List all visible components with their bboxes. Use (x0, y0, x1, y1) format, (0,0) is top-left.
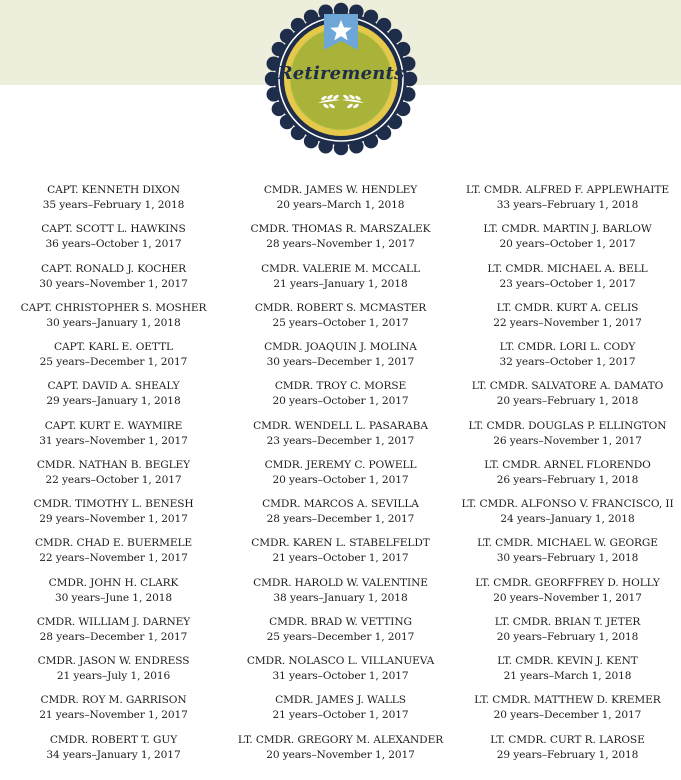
retiree-entry (0, 654, 227, 693)
retiree-entry (454, 222, 681, 261)
retiree-entry (227, 733, 454, 772)
retiree-name: CAPT. CHRISTOPHER S. MOSHER (20, 301, 207, 314)
retiree-name: CMDR. JASON W. ENDRESS (37, 655, 190, 667)
retiree-entry (0, 497, 227, 536)
retirements-badge (262, 0, 420, 158)
retiree-name: LT. CMDR. MICHAEL A. BELL (487, 262, 648, 275)
retiree-name: LT. CMDR. SALVATORE A. DAMATO (471, 380, 664, 393)
column-3 (454, 183, 681, 772)
retiree-entry (0, 340, 227, 379)
retiree-name: CMDR. VALERIE M. MCCALL (261, 262, 420, 275)
retiree-service-detail: 20 years–February 1, 2018 (496, 395, 639, 408)
retiree-name: CMDR. THOMAS R. MARSZALEK (250, 223, 431, 236)
retiree-service-detail: 21 years–October 1, 2017 (272, 552, 409, 565)
retiree-service-detail: 34 years–January 1, 2017 (46, 748, 181, 761)
retiree-name: CMDR. WENDELL L. PASARABA (253, 419, 428, 432)
retiree-entry (0, 458, 227, 497)
column-2 (227, 183, 454, 772)
retiree-service-detail: 25 years–December 1, 2017 (266, 630, 415, 643)
retiree-service-detail: 33 years–February 1, 2018 (496, 199, 639, 211)
retiree-name: CMDR. ROBERT S. MCMASTER (254, 301, 427, 314)
retiree-name: CMDR. KAREN L. STABELFELDT (251, 537, 430, 550)
retiree-entry (0, 183, 227, 222)
retiree-name: CAPT. KARL E. OETTL (54, 341, 173, 353)
retiree-entry (227, 379, 454, 418)
retiree-name: LT. CMDR. ALFRED F. APPLEWHAITE (466, 184, 669, 196)
retiree-name: LT. CMDR. GEORFFREY D. HOLLY (475, 576, 660, 589)
retiree-entry (454, 615, 681, 654)
retiree-service-detail: 26 years–November 1, 2017 (493, 434, 642, 447)
retiree-entry (454, 183, 681, 222)
retiree-entry (454, 693, 681, 732)
retiree-entry (454, 340, 681, 379)
retiree-entry (454, 654, 681, 693)
retiree-name: LT. CMDR. GREGORY M. ALEXANDER (237, 733, 444, 746)
retiree-entry (227, 183, 454, 222)
retirements-list (0, 183, 681, 780)
retiree-entry (454, 301, 681, 340)
retiree-service-detail: 26 years–February 1, 2018 (496, 473, 639, 486)
retiree-service-detail: 23 years–December 1, 2017 (266, 434, 415, 447)
retiree-service-detail: 28 years–December 1, 2017 (266, 513, 415, 525)
retiree-service-detail: 20 years–March 1, 2018 (276, 199, 405, 211)
retiree-name: LT. CMDR. CURT R. LAROSE (490, 733, 645, 746)
retiree-service-detail: 20 years–February 1, 2018 (496, 630, 639, 643)
retiree-service-detail: 28 years–November 1, 2017 (266, 238, 415, 251)
retiree-entry (454, 379, 681, 418)
retiree-name: CMDR. JAMES J. WALLS (275, 694, 406, 707)
retiree-entry (227, 340, 454, 379)
retiree-entry (227, 458, 454, 497)
retiree-service-detail: 20 years–October 1, 2017 (499, 238, 636, 251)
retiree-entry (227, 222, 454, 261)
retiree-name: CMDR. JOAQUIN J. MOLINA (264, 341, 417, 353)
retiree-name: CMDR. TIMOTHY L. BENESH (33, 498, 194, 510)
retiree-entry (0, 733, 227, 772)
retiree-name: CMDR. NOLASCO L. VILLANUEVA (246, 655, 435, 667)
retiree-entry (0, 536, 227, 575)
retiree-entry (227, 497, 454, 536)
retiree-name: CMDR. NATHAN B. BEGLEY (36, 458, 191, 471)
retiree-name: LT. CMDR. ARNEL FLORENDO (484, 458, 651, 471)
retiree-service-detail: 29 years–February 1, 2018 (496, 748, 639, 761)
retiree-name: CMDR. BRAD W. VETTING (269, 615, 412, 628)
retiree-name: CMDR. JOHN H. CLARK (48, 576, 179, 589)
retiree-service-detail: 31 years–November 1, 2017 (39, 434, 188, 447)
retiree-service-detail: 28 years–December 1, 2017 (39, 630, 188, 643)
retiree-service-detail: 22 years–November 1, 2017 (493, 316, 642, 329)
retiree-service-detail: 38 years–January 1, 2018 (273, 591, 408, 604)
retiree-entry (227, 536, 454, 575)
retiree-entry (227, 576, 454, 615)
retiree-entry (227, 301, 454, 340)
retiree-service-detail: 21 years–November 1, 2017 (39, 709, 188, 722)
retiree-entry (227, 419, 454, 458)
retiree-name: CMDR. ROY M. GARRISON (40, 694, 187, 707)
retiree-entry (454, 497, 681, 536)
retiree-service-detail: 21 years–October 1, 2017 (272, 709, 409, 722)
retiree-entry (227, 615, 454, 654)
retiree-entry (227, 262, 454, 301)
retiree-entry (0, 301, 227, 340)
retiree-service-detail: 20 years–October 1, 2017 (272, 473, 409, 486)
retiree-name: CMDR. TROY C. MORSE (274, 380, 407, 393)
retiree-name: CMDR. ROBERT T. GUY (49, 733, 178, 746)
retiree-name: CAPT. KURT E. WAYMIRE (44, 419, 183, 432)
retiree-service-detail: 25 years–December 1, 2017 (39, 356, 188, 368)
retiree-entry (0, 262, 227, 301)
retiree-service-detail: 25 years–October 1, 2017 (272, 316, 409, 329)
column-1 (0, 183, 227, 772)
retiree-name: CMDR. WILLIAM J. DARNEY (36, 615, 191, 628)
retiree-name: CMDR. JAMES W. HENDLEY (263, 184, 418, 196)
retiree-entry (454, 576, 681, 615)
retiree-name: CMDR. HAROLD W. VALENTINE (253, 576, 428, 589)
badge-title: Retirements (277, 63, 405, 84)
retiree-service-detail: 30 years–June 1, 2018 (54, 591, 173, 604)
retiree-name: LT. CMDR. MICHAEL W. GEORGE (477, 537, 658, 550)
retiree-entry (454, 419, 681, 458)
retiree-service-detail: 36 years–October 1, 2017 (45, 238, 182, 251)
retiree-entry (0, 576, 227, 615)
retiree-service-detail: 23 years–October 1, 2017 (499, 277, 636, 290)
retiree-service-detail: 31 years–October 1, 2017 (272, 670, 409, 682)
retiree-service-detail: 20 years–November 1, 2017 (266, 748, 415, 761)
retiree-entry (0, 693, 227, 732)
retiree-name: LT. CMDR. ALFONSO V. FRANCISCO, II (461, 498, 674, 510)
retiree-name: LT. CMDR. BRIAN T. JETER (494, 615, 641, 628)
retiree-name: LT. CMDR. KURT A. CELIS (496, 301, 639, 314)
retiree-entry (0, 615, 227, 654)
retiree-entry (454, 458, 681, 497)
retiree-name: LT. CMDR. KEVIN J. KENT (497, 655, 638, 667)
retiree-service-detail: 35 years–February 1, 2018 (42, 199, 185, 211)
retiree-name: CAPT. SCOTT L. HAWKINS (41, 223, 186, 236)
retiree-service-detail: 30 years–November 1, 2017 (39, 277, 188, 290)
retiree-name: CAPT. DAVID A. SHEALY (47, 380, 180, 393)
retiree-entry (454, 536, 681, 575)
retiree-name: CMDR. JEREMY C. POWELL (264, 458, 417, 471)
retiree-entry (454, 262, 681, 301)
retiree-name: LT. CMDR. LORI L. CODY (499, 341, 636, 353)
retiree-service-detail: 30 years–February 1, 2018 (496, 552, 639, 565)
retiree-name: LT. CMDR. DOUGLAS P. ELLINGTON (468, 419, 667, 432)
retiree-entry (454, 733, 681, 772)
retiree-service-detail: 29 years–January 1, 2018 (46, 395, 181, 408)
retiree-name: CMDR. CHAD E. BUERMELE (34, 537, 193, 550)
retiree-name: LT. CMDR. MARTIN J. BARLOW (483, 223, 652, 236)
retiree-name: CMDR. MARCOS A. SEVILLA (262, 498, 419, 510)
retiree-entry (0, 379, 227, 418)
retiree-name: CAPT. KENNETH DIXON (47, 184, 180, 196)
retiree-service-detail: 32 years–October 1, 2017 (499, 356, 636, 368)
retiree-entry (0, 419, 227, 458)
retiree-entry (0, 222, 227, 261)
retiree-name: LT. CMDR. MATTHEW D. KREMER (474, 694, 661, 707)
retiree-service-detail: 21 years–January 1, 2018 (273, 277, 408, 290)
retiree-service-detail: 20 years–October 1, 2017 (272, 395, 409, 408)
retiree-name: CAPT. RONALD J. KOCHER (41, 262, 186, 275)
retiree-entry (227, 654, 454, 693)
retiree-service-detail: 30 years–December 1, 2017 (266, 356, 415, 368)
retiree-service-detail: 30 years–January 1, 2018 (46, 316, 181, 329)
retiree-service-detail: 24 years–January 1, 2018 (500, 513, 635, 525)
retiree-service-detail: 20 years–November 1, 2017 (493, 591, 642, 604)
retiree-service-detail: 21 years–July 1, 2016 (56, 670, 171, 682)
retiree-service-detail: 29 years–November 1, 2017 (39, 513, 188, 525)
retiree-entry (227, 693, 454, 732)
retiree-service-detail: 21 years–March 1, 2018 (503, 670, 632, 682)
retiree-service-detail: 22 years–October 1, 2017 (45, 473, 182, 486)
retiree-service-detail: 22 years–November 1, 2017 (39, 552, 188, 565)
retiree-service-detail: 20 years–December 1, 2017 (493, 709, 642, 722)
